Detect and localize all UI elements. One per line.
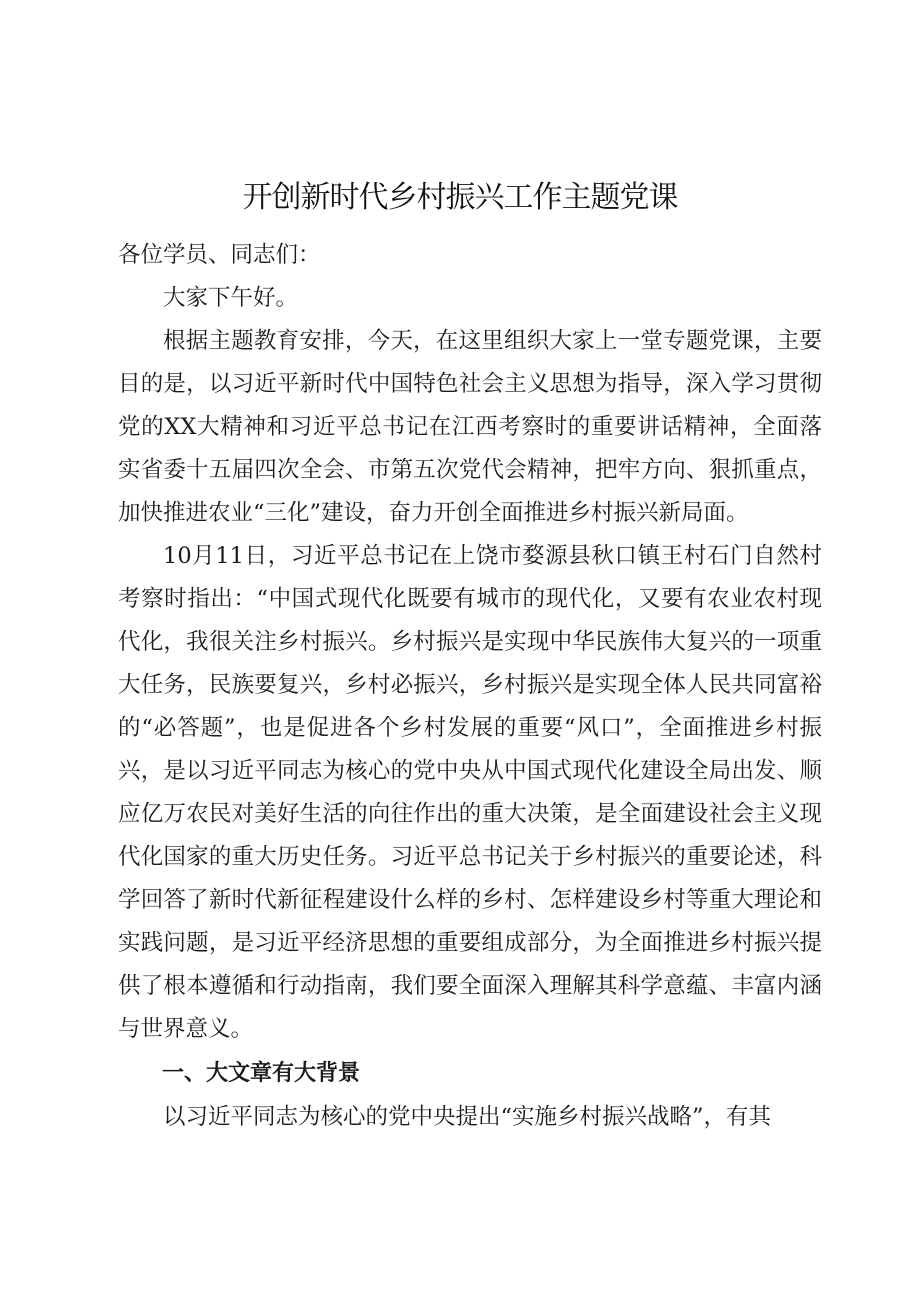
paragraph-section-intro: 以习近平同志为核心的党中央提出“实施乡村振兴战略”，有其: [163, 1104, 772, 1130]
paragraph-inspection: 10月11日，习近平总书记在上饶市婺源县秋口镇王村石门自然村考察时指出：“中国式现代化既要有城市的现代化，又要有农业农村现代化，我很关注乡村振兴。乡村振兴是实现中华民族伟大复兴的一项重大任务，民族要复兴，乡村必振兴，乡村振兴是实现全体人民共同富裕的“必答题”，也是促进各个乡村发展的重要“风口”，全面推进乡村振兴，是以习近平同志为核心的党中央从中国式现代化建设全局出发、顺应亿万农民对美好生活的向往作出的重大决策，是全面建设社会主义现代化国家的重大历史任务。习近平总书记关于乡村振兴的重要论述，科学回答了新时代新征程建设什么样的乡村、怎样建设乡村等重大理论和实践问题，是习近平经济思想的重要组成部分，为全面推进乡村振兴提供了根本遵循和行动指南，我们要全面深入理解其科学意蕴、丰富内涵与世界意义。: [118, 543, 822, 1042]
salutation: 各位学员、同志们：: [118, 242, 321, 268]
section-heading: 一、大文章有大背景: [162, 1061, 361, 1086]
paragraph-purpose: 根据主题教育安排，今天，在这里组织大家上一堂专题党课，主要目的是，以习近平新时代中国特色社会主义思想为指导，深入学习贯彻党的XX大精神和习近平总书记在江西考察时的重要讲话精神，全面落实省委十五届四次全会、市第五次党代会精神，把牢方向、狠抓重点，加快推进农业“三化”建设，奋力开创全面推进乡村振兴新局面。: [118, 328, 822, 526]
document-body: [118, 234, 822, 1139]
paragraph-greeting: 大家下午好。: [163, 285, 299, 311]
document-title: 开创新时代乡村振兴工作主题党课: [242, 180, 678, 215]
